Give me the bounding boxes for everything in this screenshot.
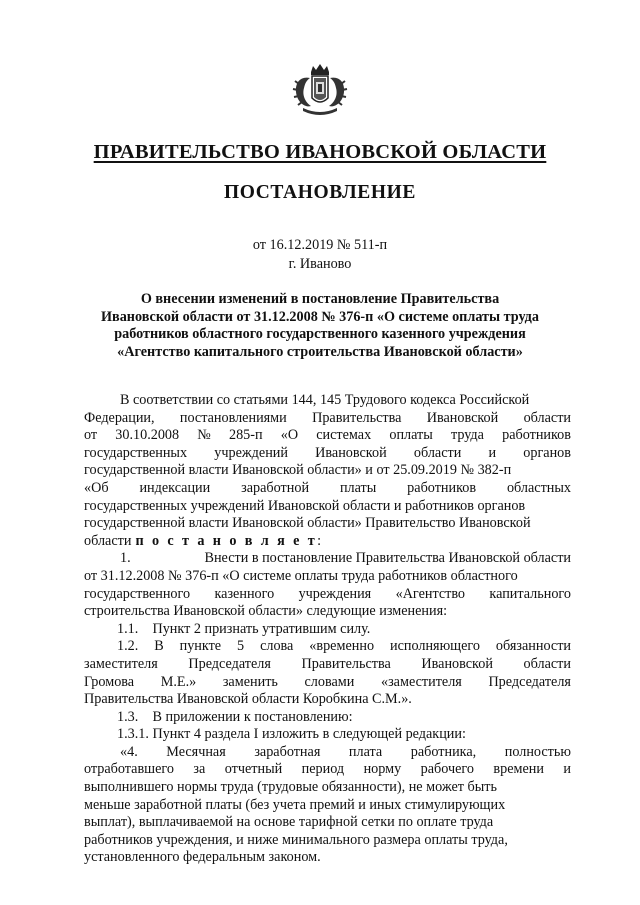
body-word: выплат), выплачиваемой на основе тарифной сетки по оплате труда: [84, 814, 494, 831]
body-word: обязанности: [495, 638, 571, 655]
body-line: [84, 832, 571, 850]
item-1-2: [84, 638, 571, 691]
body-line: [84, 515, 571, 533]
body-line: [84, 603, 571, 621]
subject-line: Ивановской области от 31.12.2008 № 376-п «О системе оплаты труда: [101, 308, 539, 325]
body-word: труда: [450, 427, 484, 444]
body-line: [84, 568, 571, 586]
body-line: [84, 480, 571, 498]
item-1: [84, 550, 571, 603]
body-word: Правительства: [301, 655, 391, 672]
body-word: Громова: [84, 673, 135, 690]
body-text-fragment: Правительства Ивановской области Коробкина С.М.».: [84, 691, 412, 708]
body-word: от 31.12.2008 № 376-п «О системе оплаты труда работников областного: [84, 567, 518, 584]
body-word: 30.10.2008: [115, 427, 180, 444]
body-word: «Об: [84, 479, 109, 496]
body-word: государственного: [84, 585, 191, 602]
body-text-fragment: строительства Ивановской области» следующие изменения:: [84, 603, 448, 620]
body-word: «О: [280, 427, 299, 444]
body-word: Ивановской: [426, 409, 499, 426]
body-line: [84, 392, 571, 410]
body-word: 5: [237, 638, 245, 655]
body-line: [84, 586, 571, 604]
body-word: органов: [523, 444, 571, 461]
body-line: [84, 744, 571, 762]
organization-title: [0, 141, 640, 164]
body-word: за: [193, 761, 206, 778]
body-word: государственной власти Ивановской области» и от 25.09.2019 № 382-п: [84, 462, 512, 479]
body-word: и: [563, 761, 571, 778]
body-word: области: [523, 655, 571, 672]
body-word: индексации: [139, 479, 211, 496]
body-word: государственной власти Ивановской области» Правительство Ивановской: [84, 515, 531, 532]
body-word: Ивановской: [315, 444, 387, 461]
body-word: №: [197, 427, 211, 444]
body-word: заменить: [222, 673, 278, 690]
body-word: слова: [260, 638, 294, 655]
body-line: [84, 427, 571, 445]
body-word: области: [413, 444, 462, 461]
document-type: ПОСТАНОВЛЕНИЕ: [223, 182, 417, 203]
quoted-paragraph: [84, 744, 571, 850]
document-date-number: от 16.12.2019 № 511-п: [252, 237, 388, 253]
resolves-word: п о с т а н о в л я е т: [135, 532, 318, 549]
body-text-fragment: 1.3.1. Пункт 4 раздела I изложить в следующей редакции:: [117, 726, 466, 743]
body-word: М.Е.»: [160, 673, 197, 690]
body-word: системах: [316, 427, 372, 444]
body-text-fragment: установленного федеральным законом.: [84, 849, 321, 866]
body-line: [84, 797, 571, 815]
body-word: Председателя: [188, 655, 271, 672]
body-word: Федерации,: [84, 409, 155, 426]
body-word: и: [488, 444, 497, 461]
body-word: Правительства: [312, 409, 402, 426]
subject-line: «Агентство капитального строительства Ивановской области»: [117, 343, 523, 360]
body-word: период: [301, 761, 345, 778]
body-text-fragment: области: [84, 532, 132, 549]
body-word: Председателя: [488, 673, 571, 690]
body-text-fragment: :: [317, 532, 322, 549]
body-word: норму: [363, 761, 402, 778]
body-line: [84, 779, 571, 797]
body-word: от: [84, 427, 98, 444]
body-word: Месячная: [166, 743, 226, 760]
item-1-1: [84, 621, 571, 639]
coat-of-arms-emblem-icon: [287, 62, 353, 118]
body-word: областных: [506, 479, 571, 496]
body-word: 1.2.: [117, 638, 139, 655]
body-line: [84, 761, 571, 779]
body-line: [84, 533, 571, 551]
body-word: В соответствии со статьями 144, 145 Трудового кодекса Российской: [120, 392, 530, 408]
body-line: [84, 656, 571, 674]
body-word: «4.: [120, 743, 138, 760]
body-line: [84, 849, 571, 867]
body-line: [84, 410, 571, 428]
body-word: исполняющего: [389, 638, 480, 655]
paragraph-preamble: [84, 392, 571, 533]
body-word: государственных: [84, 444, 188, 461]
document-subject: [100, 291, 540, 361]
body-line: [84, 814, 571, 832]
body-word: рабочего: [420, 761, 474, 778]
body-line: [84, 691, 571, 709]
body-text-fragment: 1.1. Пункт 2 признать утратившим силу.: [117, 620, 371, 637]
body-line: [84, 445, 571, 463]
body-line: [84, 638, 571, 656]
body-word: области: [523, 409, 571, 426]
body-word: оплаты: [389, 427, 433, 444]
body-word: государственных учреждений Ивановской области и работников органов: [84, 497, 526, 514]
body-line: [84, 462, 571, 480]
body-word: Ивановской: [421, 655, 493, 672]
document-city: г. Иваново: [288, 256, 352, 272]
body-word: Внести в постановление Правительства Ивановской области: [204, 550, 571, 567]
body-word: полностью: [504, 743, 571, 760]
document-body: [84, 392, 571, 867]
body-word: постановлениями: [179, 409, 287, 426]
body-word: казенного: [214, 585, 275, 602]
body-word: пункте: [179, 638, 222, 655]
body-word: учреждений: [214, 444, 288, 461]
body-text-fragment: 1.3. В приложении к постановлению:: [117, 708, 353, 725]
body-word: работников: [407, 479, 477, 496]
body-word: выполнившего нормы труда (трудовые обязанности), не может быть: [84, 779, 497, 796]
body-word: платы: [339, 479, 377, 496]
body-word: «временно: [309, 638, 375, 655]
body-word: заместителя: [84, 655, 158, 672]
body-line: [84, 550, 571, 568]
body-line: [84, 674, 571, 692]
body-word: плата: [348, 743, 383, 760]
body-word: учреждения: [298, 585, 372, 602]
body-word: отработавшего: [84, 761, 174, 778]
body-word: заработной: [241, 479, 310, 496]
body-word: времени: [493, 761, 544, 778]
subject-line: работников областного государственного казенного учреждения: [114, 326, 526, 343]
body-word: работников учреждения, и ниже минимального размера оплаты труда,: [84, 831, 508, 848]
organization-title-text: ПРАВИТЕЛЬСТВО ИВАНОВСКОЙ ОБЛАСТИ: [93, 141, 547, 163]
body-word: работников: [502, 427, 571, 444]
body-word: отчетный: [224, 761, 283, 778]
body-word: капитального: [489, 585, 571, 602]
body-word: меньше заработной платы (без учета премий и иных стимулирующих: [84, 796, 506, 813]
body-word: 285-п: [228, 427, 263, 444]
body-word: «заместителя: [380, 673, 462, 690]
item-1-3-1: [84, 726, 571, 744]
body-line: [84, 498, 571, 516]
body-word: «Агентство: [395, 585, 466, 602]
body-word: словами: [304, 673, 355, 690]
subject-line: О внесении изменений в постановление Правительства: [140, 291, 500, 307]
body-word: заработная: [254, 743, 321, 760]
body-word: В: [154, 638, 164, 655]
body-word: 1.: [120, 550, 131, 567]
body-word: работника,: [410, 743, 477, 760]
item-1-3: [84, 709, 571, 727]
